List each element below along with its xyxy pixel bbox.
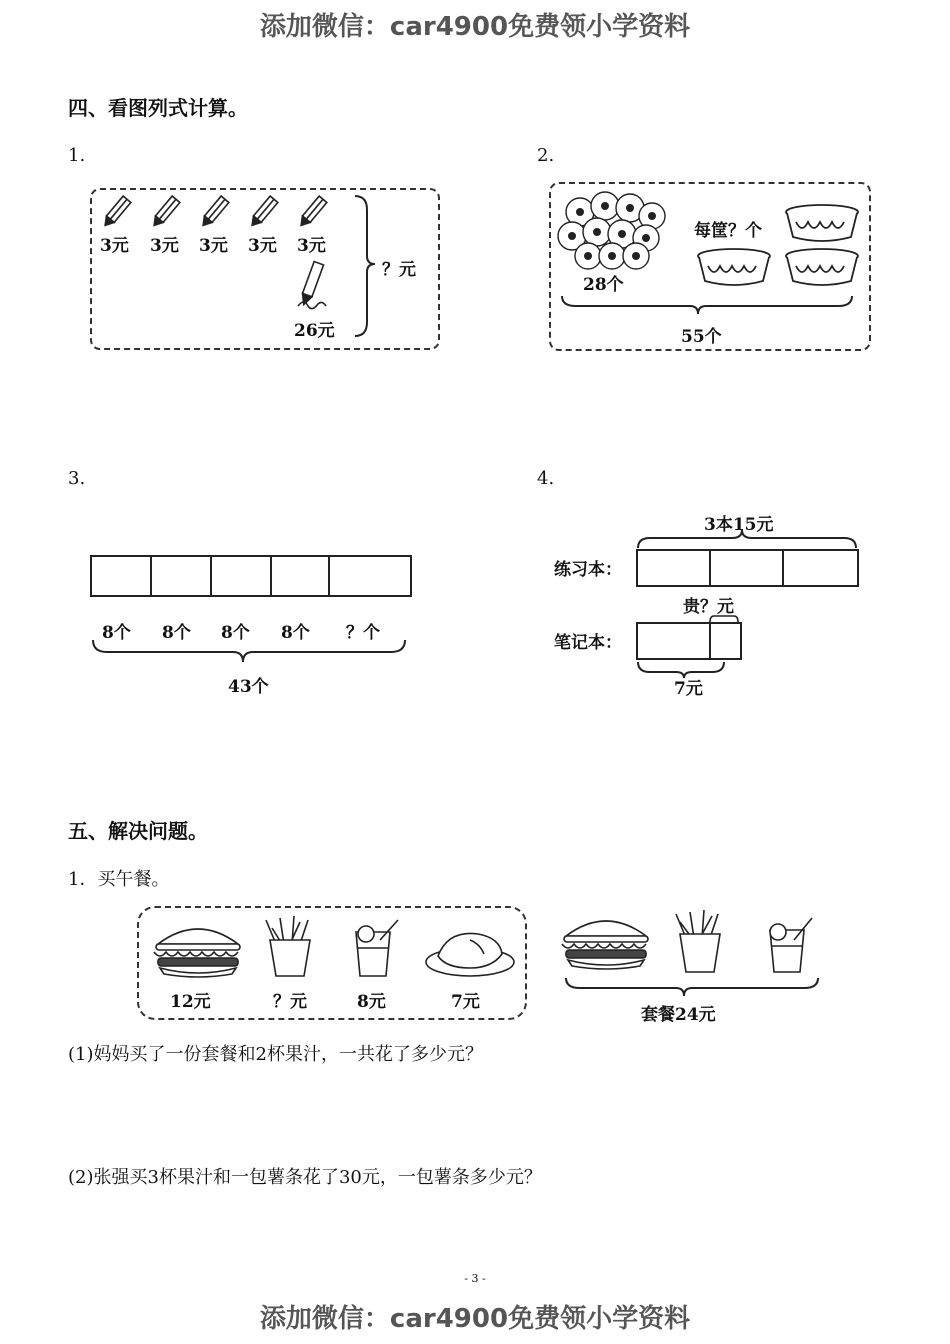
q2-total: 55个 (681, 327, 722, 347)
q2-number: 2. (537, 145, 555, 166)
q3-segment-2: 8个 (162, 623, 191, 643)
q4-diff: 贵？元 (683, 597, 734, 617)
q1-price-2: 3元 (150, 236, 179, 256)
question-1: (1)妈妈买了一份套餐和2杯果汁，一共花了多少元？ (68, 1044, 483, 1065)
q1-total: ？元 (382, 260, 416, 280)
q3-segment-1: 8个 (102, 623, 131, 643)
q3-segment-4: 8个 (281, 623, 310, 643)
q4-notebook-label: 笔记本： (554, 633, 622, 653)
fries-icon (266, 916, 310, 976)
q4-workbook-label: 练习本： (554, 560, 622, 580)
q4-notebook-price: 7元 (674, 679, 703, 699)
combo-price: 套餐24元 (641, 1005, 716, 1025)
price-fries: ？元 (273, 992, 307, 1012)
section4-title: 四、看图列式计算。 (68, 96, 248, 120)
q3-segment-unknown: ？个 (346, 623, 380, 643)
q1-price-3: 3元 (199, 236, 228, 256)
price-juice: 8元 (357, 992, 386, 1012)
price-chicken: 7元 (451, 992, 480, 1012)
q3-number: 3. (68, 468, 86, 489)
q3-total: 43个 (228, 677, 269, 697)
q2-per-basket: 每筐？个 (694, 221, 762, 241)
question-2: (2)张强买3杯果汁和一包薯条花了30元，一包薯条多少元？ (68, 1167, 542, 1188)
price-hamburger: 12元 (170, 992, 211, 1012)
juice-icon (356, 920, 398, 976)
section5-q1-title: 1．买午餐。 (68, 869, 170, 890)
q1-number: 1. (68, 145, 86, 166)
fries-icon (676, 910, 720, 972)
q1-price-4: 3元 (248, 236, 277, 256)
juice-icon (770, 918, 812, 972)
hamburger-icon (154, 929, 240, 977)
q2-apples: 28个 (583, 275, 624, 295)
q1-price-5: 3元 (297, 236, 326, 256)
q3-segment-3: 8个 (221, 623, 250, 643)
page-number: - 3 - (464, 1272, 486, 1285)
combo-brace (566, 978, 818, 996)
chicken-icon (426, 933, 514, 976)
q4-workbook-total: 3本15元 (704, 515, 774, 535)
hamburger-icon (562, 921, 648, 969)
watermark-bottom: 添加微信：car4900免费领小学资料 (259, 1304, 691, 1334)
section5-title: 五、解决问题。 (68, 819, 208, 843)
q4-number: 4. (537, 468, 555, 489)
q1-pen-price: 26元 (294, 321, 335, 341)
q1-price-1: 3元 (100, 236, 129, 256)
watermark-top: 添加微信：car4900免费领小学资料 (259, 12, 691, 42)
